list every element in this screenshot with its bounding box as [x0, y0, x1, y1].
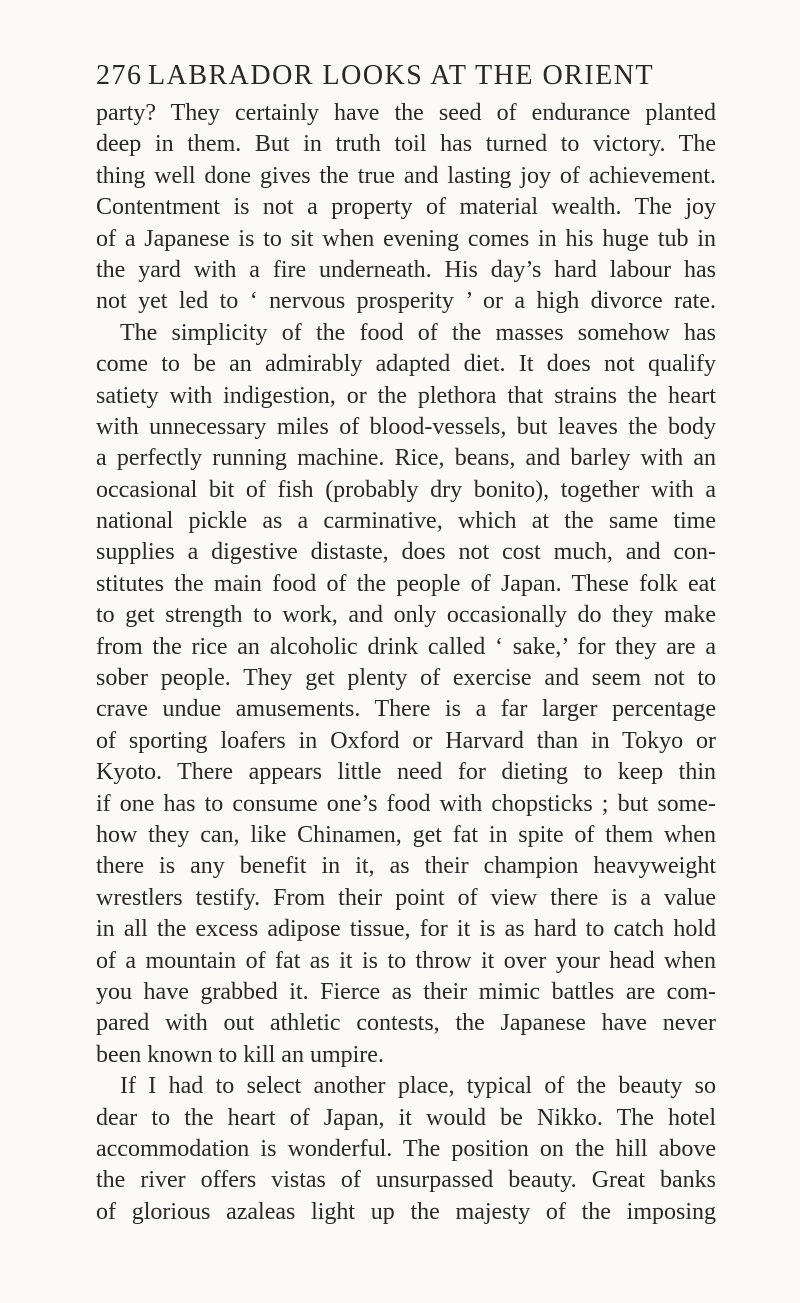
text-line: come to be an admirably adapted diet. It does not qualify [96, 351, 716, 378]
text-line: you have grabbed it. Fierce as their mimic battles are com- [96, 978, 716, 1005]
text-line: Kyoto. There appears little need for dieting to keep thin [96, 759, 716, 786]
text-line: crave undue amusements. There is a far larger percentage [96, 696, 716, 723]
body-text [96, 98, 716, 1228]
text-line: if one has to consume one’s food with chopsticks ; but some- [96, 790, 716, 817]
text-line: occasional bit of fish (probably dry bonito), together with a [96, 476, 716, 503]
text-line: in all the excess adipose tissue, for it is as hard to catch hold [96, 916, 716, 943]
text-line: the yard with a fire underneath. His day’s hard labour has [96, 256, 716, 283]
text-line: wrestlers testify. From their point of view there is a value [96, 884, 716, 911]
text-line: If I had to select another place, typical of the beauty so [120, 1073, 716, 1100]
text-line: of sporting loafers in Oxford or Harvard than in Tokyo or [96, 727, 716, 754]
text-line: stitutes the main food of the people of Japan. These folk eat [96, 570, 716, 597]
text-line: deep in them. But in truth toil has turned to victory. The [96, 131, 716, 158]
text-line: dear to the heart of Japan, it would be Nikko. The hotel [96, 1104, 716, 1131]
text-line: satiety with indigestion, or the plethora that strains the heart [96, 382, 716, 409]
text-line: of a mountain of fat as it is to throw it over your head when [96, 947, 716, 974]
text-line: of glorious azaleas light up the majesty of the imposing [96, 1198, 716, 1225]
text-line: national pickle as a carminative, which at the same time [96, 508, 716, 535]
text-line: thing well done gives the true and lasting joy of achievement. [96, 162, 716, 189]
text-line: pared with out athletic contests, the Japanese have never [96, 1010, 716, 1037]
text-line: been known to kill an umpire. [96, 1041, 384, 1068]
text-line: of a Japanese is to sit when evening comes in his huge tub in [96, 225, 716, 252]
text-line: sober people. They get plenty of exercise and seem not to [96, 665, 716, 692]
running-title: LABRADOR LOOKS AT THE ORIENT [148, 60, 655, 91]
text-line: not yet led to ‘ nervous prosperity ’ or a high divorce rate. [96, 288, 716, 315]
text-line: Contentment is not a property of material wealth. The joy [96, 194, 716, 221]
page-number: 276 [96, 60, 143, 91]
text-line: from the rice an alcoholic drink called ‘ sake,’ for they are a [96, 633, 716, 660]
text-line: the river offers vistas of unsurpassed beauty. Great banks [96, 1167, 716, 1194]
running-head [96, 58, 716, 94]
text-line: a perfectly running machine. Rice, beans, and barley with an [96, 445, 716, 472]
text-line: supplies a digestive distaste, does not cost much, and con- [96, 539, 716, 566]
text-line: accommodation is wonderful. The position on the hill above [96, 1135, 716, 1162]
text-line: to get strength to work, and only occasionally do they make [96, 602, 716, 629]
text-line: with unnecessary miles of blood-vessels, but leaves the body [96, 413, 716, 440]
text-line: how they can, like Chinamen, get fat in spite of them when [96, 821, 716, 848]
text-line: party? They certainly have the seed of endurance planted [96, 100, 716, 126]
text-line: there is any benefit in it, as their champion heavyweight [96, 853, 716, 880]
text-line: The simplicity of the food of the masses somehow has [120, 319, 716, 346]
